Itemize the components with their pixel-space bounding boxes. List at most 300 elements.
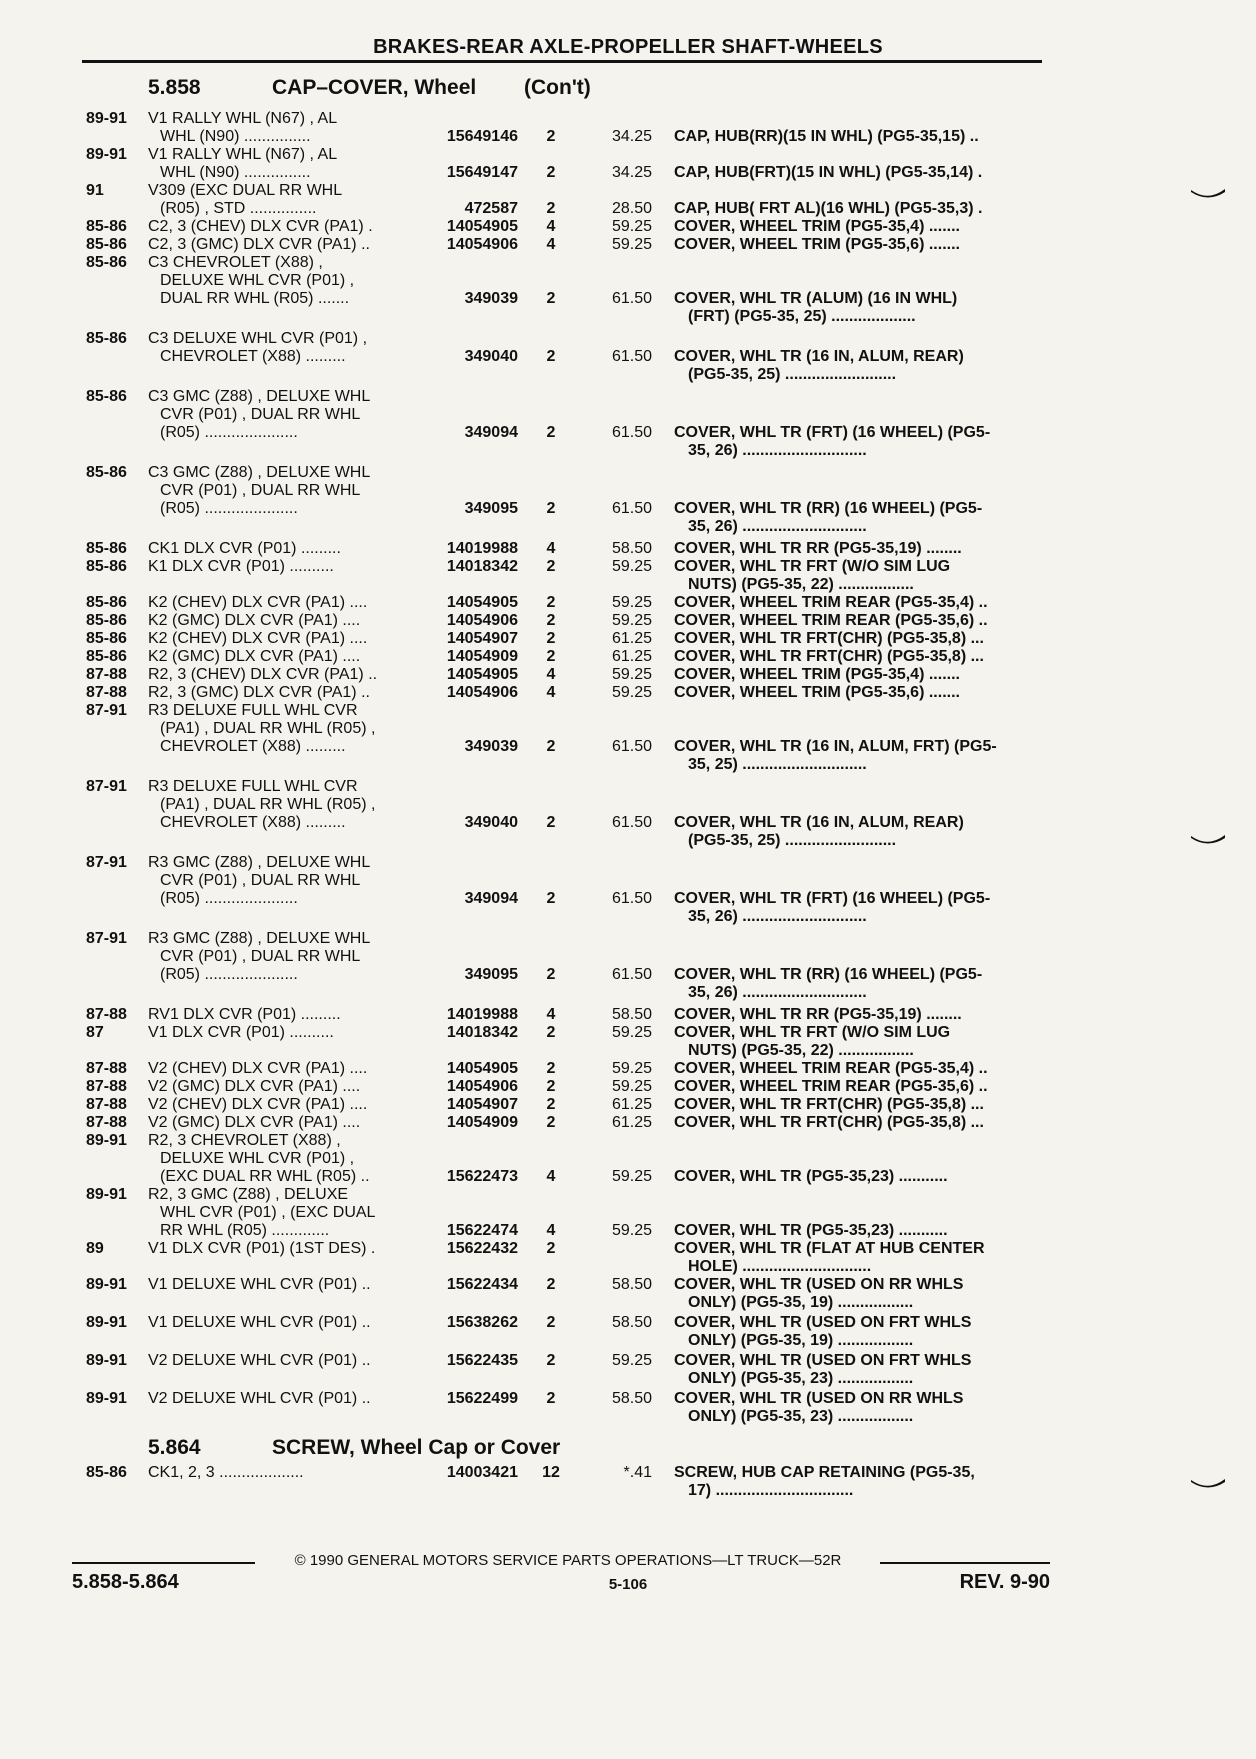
section-name: CAP–COVER, Wheel: [272, 76, 477, 99]
part-description-line: ONLY) (PG5-35, 19) .................: [688, 1294, 914, 1311]
description-line: DELUXE WHL CVR (P01) ,: [160, 1150, 355, 1167]
table-row: [0, 1132, 1256, 1186]
price: 34.25: [611, 128, 652, 145]
description-line: (R05) , STD ...............: [160, 200, 317, 217]
part-description-line: COVER, WHL TR FRT(CHR) (PG5-35,8) ...: [674, 1114, 984, 1131]
application-description: [148, 464, 418, 518]
application-description: [148, 630, 418, 648]
table-row: [0, 930, 1256, 1002]
price: 59.25: [611, 684, 652, 701]
model-years: 89-91: [86, 1352, 127, 1369]
description-line: CVR (P01) , DUAL RR WHL: [160, 406, 361, 423]
price: 28.50: [611, 200, 652, 217]
part-description-line: COVER, WHL TR (PG5-35,23) ...........: [674, 1222, 948, 1239]
part-description: [674, 558, 1046, 594]
part-number: 14054906: [446, 1078, 518, 1095]
application-description: [148, 1024, 418, 1042]
table-row: [0, 648, 1256, 666]
quantity: 2: [546, 738, 556, 755]
application-description: [148, 110, 418, 146]
model-years: 89-91: [86, 1390, 127, 1407]
part-number: 349095: [464, 966, 518, 983]
footer-revision: REV. 9-90: [959, 1571, 1050, 1593]
table-row: [0, 1096, 1256, 1114]
part-description-line: COVER, WHL TR (USED ON FRT WHLS: [674, 1314, 972, 1331]
application-description: [148, 594, 418, 612]
description-line: V309 (EXC DUAL RR WHL: [148, 182, 343, 199]
table-row: [0, 1240, 1256, 1276]
quantity: 12: [542, 1464, 560, 1481]
model-years: 89-91: [86, 1276, 127, 1293]
part-description: [674, 164, 1046, 182]
part-description-line: (PG5-35, 25) .........................: [688, 366, 897, 383]
part-number: 15622499: [446, 1390, 518, 1407]
application-description: [148, 684, 418, 702]
model-years: 85-86: [86, 540, 127, 557]
part-description: [674, 648, 1046, 666]
footer-rule-right: [880, 1562, 1050, 1564]
quantity: 2: [546, 424, 556, 441]
application-description: [148, 648, 418, 666]
quantity: 2: [546, 966, 556, 983]
table-row: [0, 612, 1256, 630]
part-description-line: ONLY) (PG5-35, 23) .................: [688, 1408, 914, 1425]
model-years: 85-86: [86, 612, 127, 629]
model-years: 85-86: [86, 648, 127, 665]
part-description-line: COVER, WHL TR (RR) (16 WHEEL) (PG5-: [674, 500, 983, 517]
price: 61.25: [611, 648, 652, 665]
part-description-line: COVER, WHL TR (FRT) (16 WHEEL) (PG5-: [674, 890, 991, 907]
application-description: [148, 854, 418, 908]
price: 34.25: [611, 164, 652, 181]
description-line: (PA1) , DUAL RR WHL (R05) ,: [160, 796, 376, 813]
description-line: V2 (CHEV) DLX CVR (PA1) ....: [148, 1096, 368, 1113]
part-number: 15622432: [446, 1240, 518, 1257]
model-years: 87-88: [86, 684, 127, 701]
binder-mark: [1190, 188, 1226, 200]
quantity: 2: [546, 1114, 556, 1131]
price: 59.25: [611, 1222, 652, 1239]
quantity: 2: [546, 1078, 556, 1095]
part-description: [674, 500, 1046, 536]
part-number: 14054909: [446, 648, 518, 665]
model-years: 85-86: [86, 630, 127, 647]
part-description-line: HOLE) .............................: [688, 1258, 872, 1275]
part-number: 14054907: [446, 1096, 518, 1113]
model-years: 87-88: [86, 1114, 127, 1131]
model-years: 87-91: [86, 930, 127, 947]
quantity: 2: [546, 1096, 556, 1113]
part-number: 349094: [464, 890, 518, 907]
part-description-line: COVER, WHL TR (RR) (16 WHEEL) (PG5-: [674, 966, 983, 983]
description-line: CHEVROLET (X88) .........: [160, 738, 346, 755]
part-description-line: NUTS) (PG5-35, 22) .................: [688, 576, 914, 593]
part-description-line: COVER, WHL TR FRT(CHR) (PG5-35,8) ...: [674, 648, 984, 665]
quantity: 4: [546, 684, 556, 701]
model-years: 87: [86, 1024, 104, 1041]
model-years: 89-91: [86, 1314, 127, 1331]
description-line: K2 (CHEV) DLX CVR (PA1) ....: [148, 630, 368, 647]
part-description-line: 17) ...............................: [688, 1482, 854, 1499]
quantity: 2: [546, 1352, 556, 1369]
description-line: CK1 DLX CVR (P01) .........: [148, 540, 341, 557]
description-line: CVR (P01) , DUAL RR WHL: [160, 482, 361, 499]
part-number: 14054905: [446, 666, 518, 683]
part-number: 349095: [464, 500, 518, 517]
price: 58.50: [611, 1006, 652, 1023]
part-description-line: (PG5-35, 25) .........................: [688, 832, 897, 849]
part-description-line: ONLY) (PG5-35, 19) .................: [688, 1332, 914, 1349]
part-description: [674, 236, 1046, 254]
part-description: [674, 666, 1046, 684]
model-years: 85-86: [86, 558, 127, 575]
description-line: RV1 DLX CVR (P01) .........: [148, 1006, 341, 1023]
part-description-line: 35, 26) ............................: [688, 518, 867, 535]
part-number: 14054905: [446, 594, 518, 611]
application-description: [148, 146, 418, 182]
price: 61.50: [611, 738, 652, 755]
quantity: 2: [546, 1060, 556, 1077]
model-years: 89-91: [86, 110, 127, 127]
description-line: K2 (GMC) DLX CVR (PA1) ....: [148, 648, 361, 665]
part-description-line: COVER, WHL TR (FLAT AT HUB CENTER: [674, 1240, 985, 1257]
price: 59.25: [611, 1168, 652, 1185]
part-description-line: COVER, WHL TR (USED ON RR WHLS: [674, 1390, 964, 1407]
quantity: 2: [546, 558, 556, 575]
description-line: WHL CVR (P01) , (EXC DUAL: [160, 1204, 376, 1221]
description-line: C3 GMC (Z88) , DELUXE WHL: [148, 464, 371, 481]
description-line: K1 DLX CVR (P01) ..........: [148, 558, 334, 575]
part-description-line: COVER, WHL TR (FRT) (16 WHEEL) (PG5-: [674, 424, 991, 441]
part-description-line: SCREW, HUB CAP RETAINING (PG5-35,: [674, 1464, 975, 1481]
part-description: [674, 1276, 1046, 1312]
part-number: 349039: [464, 738, 518, 755]
table-row: [0, 1060, 1256, 1078]
part-description: [674, 424, 1046, 460]
application-description: [148, 1060, 418, 1078]
description-line: V1 RALLY WHL (N67) , AL: [148, 110, 338, 127]
table-row: [0, 630, 1256, 648]
part-number: 14018342: [446, 1024, 518, 1041]
price: 59.25: [611, 612, 652, 629]
quantity: 4: [546, 218, 556, 235]
model-years: 91: [86, 182, 104, 199]
quantity: 2: [546, 612, 556, 629]
model-years: 87-88: [86, 666, 127, 683]
part-description: [674, 814, 1046, 850]
part-description-line: COVER, WHL TR RR (PG5-35,19) ........: [674, 540, 962, 557]
quantity: 4: [546, 1222, 556, 1239]
price: 61.50: [611, 348, 652, 365]
model-years: 85-86: [86, 236, 127, 253]
model-years: 87-91: [86, 854, 127, 871]
model-years: 89-91: [86, 146, 127, 163]
part-description: [674, 1352, 1046, 1388]
price: 59.25: [611, 1352, 652, 1369]
part-description-line: COVER, WHEEL TRIM (PG5-35,4) .......: [674, 666, 960, 683]
header-rule: [82, 60, 1042, 63]
part-description: [674, 1222, 1046, 1240]
part-number: 349039: [464, 290, 518, 307]
part-description-line: COVER, WHL TR FRT(CHR) (PG5-35,8) ...: [674, 1096, 984, 1113]
part-description-line: COVER, WHL TR (16 IN, ALUM, REAR): [674, 348, 964, 365]
table-row: [0, 666, 1256, 684]
part-description: [674, 1314, 1046, 1350]
price: 59.25: [611, 1060, 652, 1077]
application-description: [148, 388, 418, 442]
model-years: 87-91: [86, 702, 127, 719]
description-line: V1 DLX CVR (P01) ..........: [148, 1024, 334, 1041]
table-row: [0, 1114, 1256, 1132]
part-description-line: COVER, WHL TR RR (PG5-35,19) ........: [674, 1006, 962, 1023]
part-number: 14019988: [446, 1006, 518, 1023]
description-line: R2, 3 (CHEV) DLX CVR (PA1) ..: [148, 666, 378, 683]
part-description-line: NUTS) (PG5-35, 22) .................: [688, 1042, 914, 1059]
footer-section-range: 5.858-5.864: [72, 1571, 179, 1593]
table-row: [0, 540, 1256, 558]
part-description-line: COVER, WHL TR (16 IN, ALUM, REAR): [674, 814, 964, 831]
description-line: CK1, 2, 3 ...................: [148, 1464, 304, 1481]
part-description-line: 35, 25) ............................: [688, 756, 867, 773]
description-line: (PA1) , DUAL RR WHL (R05) ,: [160, 720, 376, 737]
application-description: [148, 612, 418, 630]
part-description-line: COVER, WHL TR (ALUM) (16 IN WHL): [674, 290, 958, 307]
model-years: 85-86: [86, 330, 127, 347]
application-description: [148, 666, 418, 684]
part-description: [674, 1078, 1046, 1096]
part-number: 14054905: [446, 218, 518, 235]
table-row: [0, 1078, 1256, 1096]
part-number: 15638262: [446, 1314, 518, 1331]
table-row: [0, 558, 1256, 594]
part-description-line: COVER, WHL TR FRT (W/O SIM LUG: [674, 1024, 951, 1041]
description-line: R3 GMC (Z88) , DELUXE WHL: [148, 930, 371, 947]
part-description: [674, 200, 1046, 218]
description-line: V1 DELUXE WHL CVR (P01) ..: [148, 1276, 371, 1293]
description-line: DUAL RR WHL (R05) .......: [160, 290, 350, 307]
price: *.41: [623, 1464, 652, 1481]
description-line: (R05) .....................: [160, 890, 298, 907]
part-number: 14054907: [446, 630, 518, 647]
part-number: 15622434: [446, 1276, 518, 1293]
quantity: 4: [546, 1006, 556, 1023]
price: 61.50: [611, 290, 652, 307]
table-row: [0, 330, 1256, 384]
description-line: V1 RALLY WHL (N67) , AL: [148, 146, 338, 163]
description-line: C3 GMC (Z88) , DELUXE WHL: [148, 388, 371, 405]
table-row: [0, 702, 1256, 774]
application-description: [148, 1078, 418, 1096]
part-number: 349040: [464, 348, 518, 365]
application-description: [148, 1186, 418, 1240]
table-row: [0, 594, 1256, 612]
part-description-line: COVER, WHEEL TRIM (PG5-35,4) .......: [674, 218, 960, 235]
part-description: [674, 890, 1046, 926]
description-line: V1 DLX CVR (P01) (1ST DES) .: [148, 1240, 376, 1257]
footer-copyright: © 1990 GENERAL MOTORS SERVICE PARTS OPERATIONS—LT TRUCK—52R: [294, 1552, 842, 1569]
application-description: [148, 1096, 418, 1114]
price: 59.25: [611, 218, 652, 235]
description-line: K2 (GMC) DLX CVR (PA1) ....: [148, 612, 361, 629]
table-row: [0, 1276, 1256, 1312]
price: 59.25: [611, 666, 652, 683]
part-number: 472587: [464, 200, 518, 217]
part-description: [674, 1114, 1046, 1132]
description-line: (R05) .....................: [160, 500, 298, 517]
part-description-line: 35, 26) ............................: [688, 442, 867, 459]
model-years: 87-88: [86, 1096, 127, 1113]
binder-mark: [1190, 1478, 1226, 1490]
part-description-line: COVER, WHEEL TRIM (PG5-35,6) .......: [674, 684, 960, 701]
description-line: R2, 3 CHEVROLET (X88) ,: [148, 1132, 341, 1149]
price: 58.50: [611, 540, 652, 557]
footer-page-number: 5-106: [608, 1576, 648, 1593]
quantity: 2: [546, 164, 556, 181]
price: 58.50: [611, 1276, 652, 1293]
description-line: R3 DELUXE FULL WHL CVR: [148, 778, 358, 795]
application-description: [148, 1114, 418, 1132]
part-description-line: CAP, HUB(RR)(15 IN WHL) (PG5-35,15) ..: [674, 128, 979, 145]
part-description: [674, 218, 1046, 236]
section-name: SCREW, Wheel Cap or Cover: [272, 1436, 561, 1459]
part-description: [674, 290, 1046, 326]
description-line: V2 (GMC) DLX CVR (PA1) ....: [148, 1078, 361, 1095]
part-number: 15649147: [446, 164, 518, 181]
application-description: [148, 930, 418, 984]
application-description: [148, 1006, 418, 1024]
binder-mark: [1190, 834, 1226, 846]
part-number: 14054906: [446, 612, 518, 629]
quantity: 2: [546, 890, 556, 907]
price: 61.25: [611, 630, 652, 647]
price: 59.25: [611, 236, 652, 253]
table-row: [0, 1314, 1256, 1350]
application-description: [148, 1276, 418, 1294]
model-years: 87-88: [86, 1006, 127, 1023]
application-description: [148, 1464, 418, 1482]
description-line: C3 CHEVROLET (X88) ,: [148, 254, 323, 271]
table-row: [0, 1186, 1256, 1240]
part-description: [674, 966, 1046, 1002]
price: 61.50: [611, 500, 652, 517]
part-description: [674, 738, 1046, 774]
quantity: 4: [546, 540, 556, 557]
application-description: [148, 254, 418, 308]
part-description: [674, 594, 1046, 612]
model-years: 85-86: [86, 464, 127, 481]
model-years: 89-91: [86, 1186, 127, 1203]
description-line: WHL (N90) ...............: [160, 128, 311, 145]
part-number: 14003421: [446, 1464, 518, 1481]
part-description-line: COVER, WHL TR (USED ON RR WHLS: [674, 1276, 964, 1293]
model-years: 85-86: [86, 1464, 127, 1481]
section-number: 5.864: [148, 1436, 201, 1459]
part-number: 14054905: [446, 1060, 518, 1077]
price: 61.50: [611, 890, 652, 907]
quantity: 2: [546, 648, 556, 665]
table-row: [0, 218, 1256, 236]
model-years: 85-86: [86, 218, 127, 235]
part-description-line: 35, 26) ............................: [688, 984, 867, 1001]
table-row: [0, 778, 1256, 850]
table-row: [0, 464, 1256, 536]
model-years: 85-86: [86, 594, 127, 611]
footer-rule-left: [72, 1562, 255, 1564]
part-number: 14054906: [446, 236, 518, 253]
description-line: V2 (CHEV) DLX CVR (PA1) ....: [148, 1060, 368, 1077]
price: 61.50: [611, 966, 652, 983]
application-description: [148, 778, 418, 832]
part-description: [674, 128, 1046, 146]
description-line: WHL (N90) ...............: [160, 164, 311, 181]
part-number: 349094: [464, 424, 518, 441]
part-description-line: CAP, HUB(FRT)(15 IN WHL) (PG5-35,14) .: [674, 164, 983, 181]
table-row: [0, 182, 1256, 218]
part-description-line: COVER, WHL TR FRT(CHR) (PG5-35,8) ...: [674, 630, 984, 647]
section-number: 5.858: [148, 76, 201, 99]
model-years: 87-91: [86, 778, 127, 795]
application-description: [148, 236, 418, 254]
table-row: [0, 146, 1256, 182]
quantity: 2: [546, 290, 556, 307]
part-number: 15622474: [446, 1222, 518, 1239]
description-line: V2 (GMC) DLX CVR (PA1) ....: [148, 1114, 361, 1131]
application-description: [148, 182, 418, 218]
table-row: [0, 1024, 1256, 1060]
part-number: 15649146: [446, 128, 518, 145]
table-row: [0, 254, 1256, 326]
description-line: C2, 3 (GMC) DLX CVR (PA1) ..: [148, 236, 370, 253]
part-description: [674, 1006, 1046, 1024]
quantity: 2: [546, 814, 556, 831]
page-header-title: BRAKES-REAR AXLE-PROPELLER SHAFT-WHEELS: [373, 36, 883, 58]
application-description: [148, 1390, 418, 1408]
quantity: 2: [546, 500, 556, 517]
part-description: [674, 348, 1046, 384]
quantity: 4: [546, 666, 556, 683]
description-line: R2, 3 (GMC) DLX CVR (PA1) ..: [148, 684, 370, 701]
application-description: [148, 1352, 418, 1370]
part-description: [674, 1168, 1046, 1186]
application-description: [148, 218, 418, 236]
application-description: [148, 558, 418, 576]
part-description: [674, 1060, 1046, 1078]
quantity: 2: [546, 1240, 556, 1257]
quantity: 2: [546, 128, 556, 145]
price: 58.50: [611, 1314, 652, 1331]
part-description-line: COVER, WHL TR (PG5-35,23) ...........: [674, 1168, 948, 1185]
quantity: 2: [546, 1314, 556, 1331]
description-line: CVR (P01) , DUAL RR WHL: [160, 872, 361, 889]
description-line: R2, 3 GMC (Z88) , DELUXE: [148, 1186, 349, 1203]
table-row: [0, 854, 1256, 926]
price: 59.25: [611, 1078, 652, 1095]
quantity: 4: [546, 1168, 556, 1185]
part-number: 14054909: [446, 1114, 518, 1131]
table-row: [0, 1464, 1256, 1500]
quantity: 2: [546, 1024, 556, 1041]
model-years: 85-86: [86, 254, 127, 271]
table-row: [0, 1390, 1256, 1426]
part-number: 15622473: [446, 1168, 518, 1185]
part-description: [674, 612, 1046, 630]
application-description: [148, 1132, 418, 1186]
part-number: 15622435: [446, 1352, 518, 1369]
section-continued: (Con't): [524, 76, 591, 99]
table-row: [0, 1352, 1256, 1388]
description-line: V2 DELUXE WHL CVR (P01) ..: [148, 1390, 371, 1407]
quantity: 2: [546, 1276, 556, 1293]
